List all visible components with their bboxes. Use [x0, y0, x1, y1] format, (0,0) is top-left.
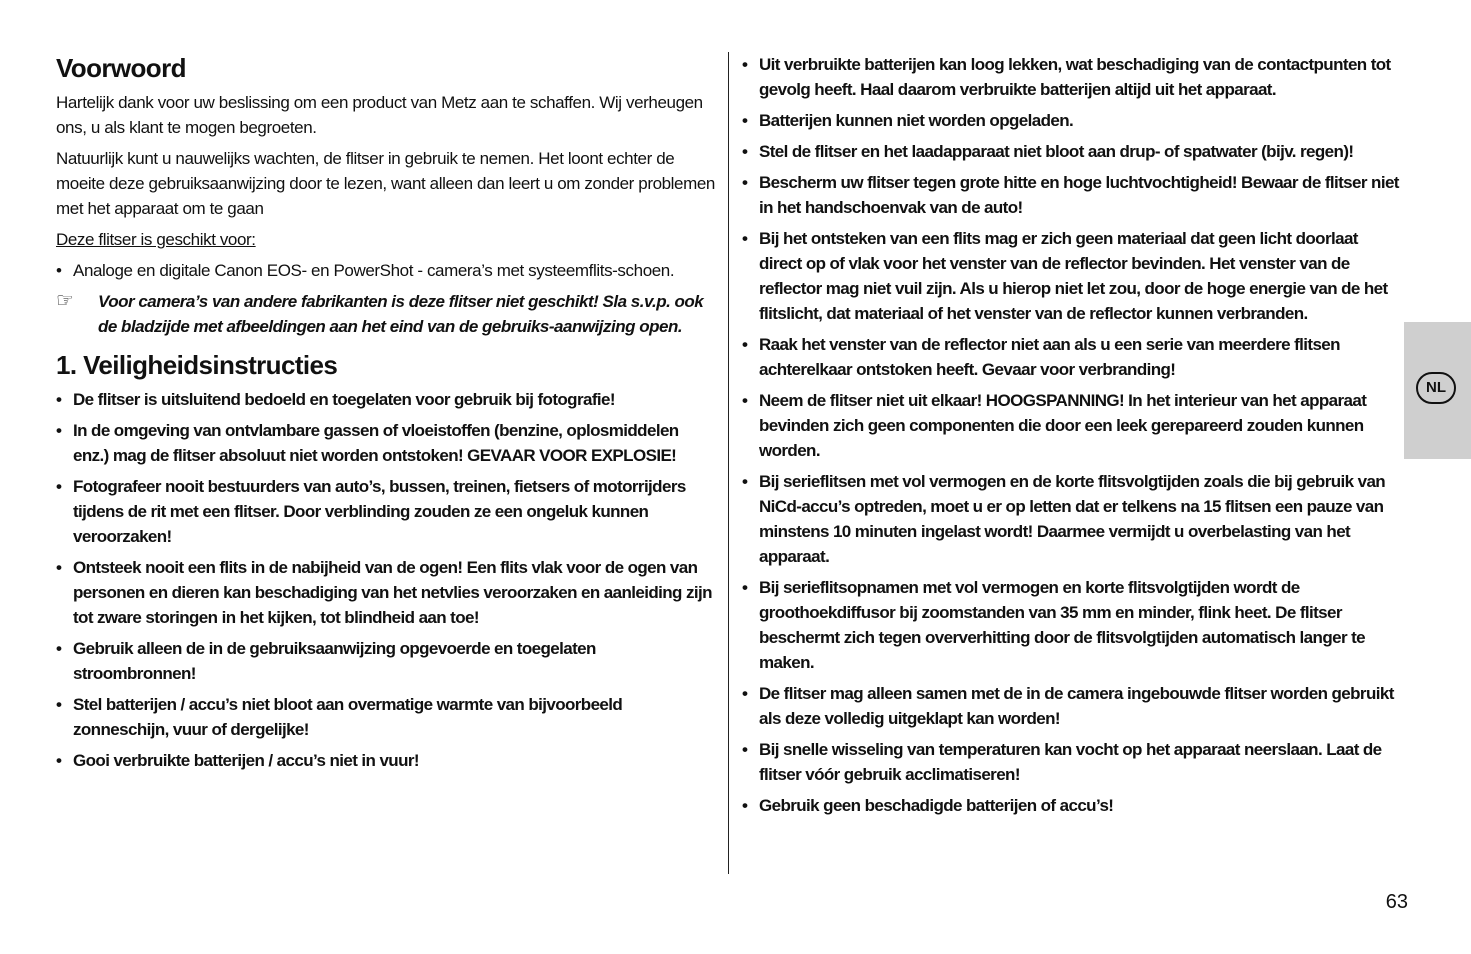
safety-item: [742, 52, 1400, 102]
safety-item-text: De flitser is uitsluitend bedoeld en toegelaten voor gebruik bij fotografie!: [73, 390, 615, 409]
safety-item: [742, 388, 1400, 463]
safety-title: 1. Veiligheidsinstructies: [56, 350, 338, 380]
safety-item: [56, 418, 716, 468]
bullet-icon: •: [56, 695, 62, 714]
safety-item: [742, 469, 1400, 569]
safety-item: [742, 681, 1400, 731]
safety-list: [56, 387, 716, 773]
safety-item-text: Gebruik alleen de in de gebruiksaanwijzing opgevoerde en toegelaten stroombronnen!: [73, 639, 596, 683]
safety-list-continued: [742, 52, 1400, 818]
bullet-icon: •: [742, 796, 748, 815]
intro-paragraph-2: Natuurlijk kunt u nauwelijks wachten, de flitser in gebruik te nemen. Het loont echter de moeite deze gebruiksaanwijzing door te lezen, want alleen dan leert u om zonder problemen met het apparaat om te gaan: [56, 149, 715, 218]
safety-item: [56, 636, 716, 686]
suitable-item: [56, 258, 716, 283]
bullet-icon: •: [742, 472, 748, 491]
suitable-for-label: Deze flitser is geschikt voor:: [56, 230, 256, 249]
safety-item: [742, 737, 1400, 787]
intro-paragraph-1: Hartelijk dank voor uw beslissing om een product van Metz aan te schaffen. Wij verheugen ons, u als klant te mogen begroeten.: [56, 93, 703, 137]
bullet-icon: •: [742, 684, 748, 703]
safety-item: [56, 692, 716, 742]
safety-item: [56, 387, 716, 412]
safety-item-text: Bij het ontsteken van een flits mag er zich geen materiaal dat geen licht doorlaat direct op of vlak voor het venster van de reflector bevinden. Het venster van de reflector mag niet vuil zijn. Als u hierop niet let zou, door de hoge energie van de het flitslicht, dat materiaal of het venster van de reflector kunnen verbranden.: [759, 229, 1388, 323]
bullet-icon: •: [742, 578, 748, 597]
language-badge: NL: [1416, 372, 1456, 404]
suitable-list: [56, 258, 716, 283]
safety-item-text: Bij snelle wisseling van temperaturen kan vocht op het apparaat neerslaan. Laat de flitser vóór gebruik acclimatiseren!: [759, 740, 1382, 784]
safety-item: [742, 108, 1400, 133]
pointing-hand-icon: ☞: [56, 290, 74, 312]
note-block: [56, 289, 716, 339]
safety-item-text: De flitser mag alleen samen met de in de camera ingebouwde flitser worden gebruikt als deze volledig uitgeklapt kan worden!: [759, 684, 1394, 728]
safety-item: [56, 748, 716, 773]
safety-item-text: Raak het venster van de reflector niet aan als u een serie van meerdere flitsen achterelkaar ontstoken heeft. Gevaar voor verbranding!: [759, 335, 1340, 379]
safety-item-text: Ontsteek nooit een flits in de nabijheid van de ogen! Een flits vlak voor de ogen van personen en dieren kan beschadiging van het netvlies veroorzaken en aanleiding zijn tot zware storingen in het kijken, tot blindheid aan toe!: [73, 558, 712, 627]
safety-item: [56, 474, 716, 549]
safety-item-text: Stel batterijen / accu’s niet bloot aan overmatige warmte van bijvoorbeeld zonneschijn, vuur of dergelijke!: [73, 695, 623, 739]
safety-item-text: Fotografeer nooit bestuurders van auto’s, bussen, treinen, fietsers of motorrijders tijdens de rit met een flitser. Door verblinding zouden ze een ongeluk kunnen veroorzaken!: [73, 477, 686, 546]
safety-item: [742, 575, 1400, 675]
suitable-item-text: Analoge en digitale Canon EOS- en PowerShot - camera’s met systeemflits-schoen.: [73, 261, 675, 280]
bullet-icon: •: [56, 390, 62, 409]
safety-item: [742, 332, 1400, 382]
safety-item-text: Batterijen kunnen niet worden opgeladen.: [759, 111, 1074, 130]
bullet-icon: •: [56, 477, 62, 496]
page-number: 63: [1385, 891, 1408, 913]
safety-item-text: Bij serieflitsopnamen met vol vermogen en korte flitsvolgtijden wordt de groothoekdiffusor bij zoomstanden van 35 mm en minder, flink heet. De flitser beschermt zich tegen oververhitting door de flitsvolgtijden automatisch langer te maken.: [759, 578, 1366, 672]
bullet-icon: •: [742, 229, 748, 248]
bullet-icon: •: [56, 261, 62, 280]
right-column: [742, 52, 1400, 824]
bullet-icon: •: [742, 55, 748, 74]
bullet-icon: •: [742, 740, 748, 759]
bullet-icon: •: [56, 421, 62, 440]
safety-item-text: Gebruik geen beschadigde batterijen of accu’s!: [759, 796, 1114, 815]
note-text: Voor camera’s van andere fabrikanten is deze flitser niet geschikt! Sla s.v.p. ook de bladzijde met afbeeldingen aan het eind van de gebruiks-aanwijzing open.: [98, 292, 704, 336]
bullet-icon: •: [742, 142, 748, 161]
safety-item: [742, 226, 1400, 326]
safety-item: [742, 139, 1400, 164]
safety-item-text: In de omgeving van ontvlambare gassen of vloeistoffen (benzine, oplosmiddelen enz.) mag de flitser absoluut niet worden ontstoken! GEVAAR VOOR EXPLOSIE!: [73, 421, 679, 465]
bullet-icon: •: [56, 558, 62, 577]
safety-item-text: Stel de flitser en het laadapparaat niet bloot aan drup- of spatwater (bijv. regen)!: [759, 142, 1354, 161]
left-column: [56, 52, 716, 779]
column-divider: [728, 52, 729, 874]
bullet-icon: •: [742, 173, 748, 192]
safety-item: [742, 170, 1400, 220]
bullet-icon: •: [56, 639, 62, 658]
language-side-tab: [1404, 322, 1471, 459]
safety-item-text: Gooi verbruikte batterijen / accu’s niet in vuur!: [73, 751, 419, 770]
safety-item-text: Bij serieflitsen met vol vermogen en de korte flitsvolgtijden zoals die bij gebruik van NiCd-accu’s optreden, moet u er op letten dat er telkens na 15 flitsen een pauze van minstens 10 minuten ingelast wordt! Daarmee vermijdt u overbelasting van het apparaat.: [759, 472, 1386, 566]
preface-title: Voorwoord: [56, 53, 186, 83]
safety-item: [56, 555, 716, 630]
safety-item: [742, 793, 1400, 818]
safety-item-text: Bescherm uw flitser tegen grote hitte en hoge luchtvochtigheid! Bewaar de flitser niet in het handschoenvak van de auto!: [759, 173, 1399, 217]
safety-item-text: Neem de flitser niet uit elkaar! HOOGSPANNING! In het interieur van het apparaat bevinden zich geen componenten die door een leek gerepareerd zouden kunnen worden.: [759, 391, 1367, 460]
bullet-icon: •: [742, 111, 748, 130]
bullet-icon: •: [742, 335, 748, 354]
safety-item-text: Uit verbruikte batterijen kan loog lekken, wat beschadiging van de contactpunten tot gevolg heeft. Haal daarom verbruikte batterijen altijd uit het apparaat.: [759, 55, 1391, 99]
bullet-icon: •: [56, 751, 62, 770]
bullet-icon: •: [742, 391, 748, 410]
